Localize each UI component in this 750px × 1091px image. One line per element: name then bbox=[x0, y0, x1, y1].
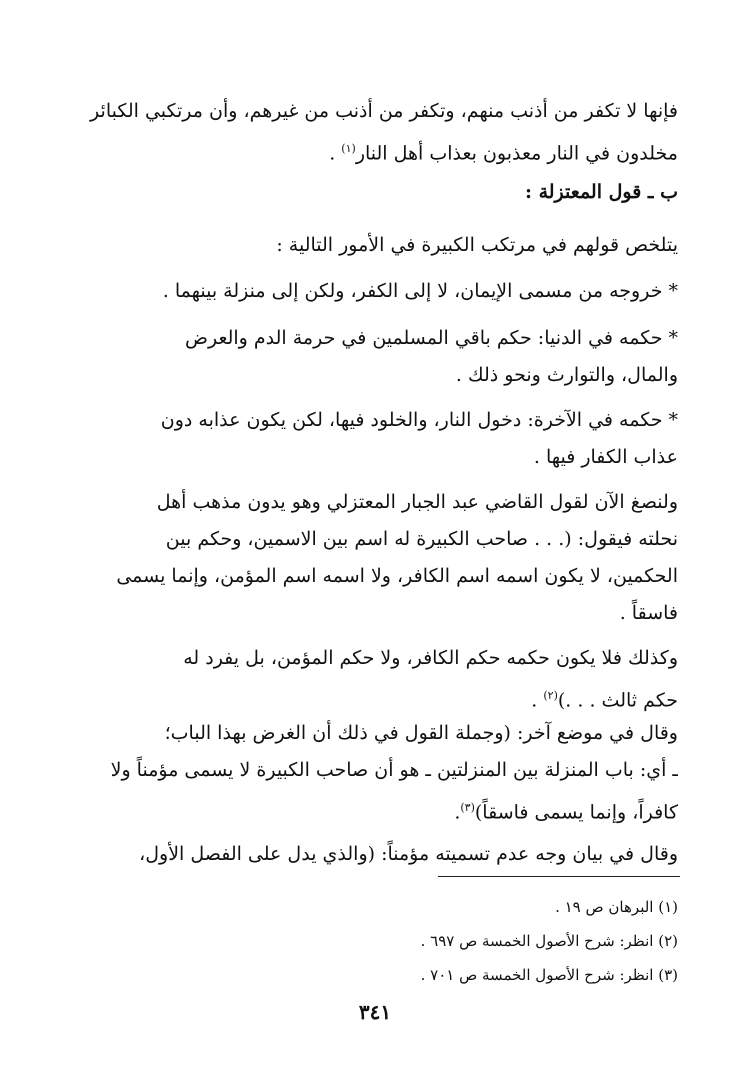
text-span: . bbox=[454, 801, 461, 824]
paragraph-last bbox=[70, 836, 678, 873]
text-span: حكم ثالث . . .) bbox=[557, 689, 678, 712]
paragraph-other-place bbox=[70, 715, 678, 831]
text-line: وقال في موضع آخر: (وجملة القول في ذلك أن الغرض بهذا الباب؛ bbox=[164, 722, 678, 744]
paragraph-quote-cont bbox=[70, 640, 678, 719]
paragraph-opening bbox=[70, 93, 678, 172]
footnote-ref: (١) bbox=[341, 142, 356, 155]
footnote-ref: (٣) bbox=[460, 801, 475, 814]
text-line: يتلخص قولهم في مرتكب الكبيرة في الأمور التالية : bbox=[276, 234, 678, 256]
paragraph-intro bbox=[70, 227, 678, 264]
text-line: * حكمه في الدنيا: حكم باقي المسلمين في حرمة الدم والعرض bbox=[184, 327, 678, 349]
footnote-divider bbox=[438, 876, 680, 877]
paragraph-quote bbox=[70, 484, 678, 632]
list-item bbox=[70, 273, 678, 310]
text-line: عذاب الكفار فيها . bbox=[533, 446, 678, 468]
text-line: نحلته فيقول: (. . . صاحب الكبيرة له اسم بين الاسمين، وحكم بين bbox=[165, 528, 678, 550]
footnotes bbox=[421, 890, 678, 992]
section-heading: ب ـ قول المعتزلة : bbox=[524, 181, 678, 203]
text-line bbox=[70, 789, 678, 831]
text-line bbox=[70, 677, 678, 719]
footnote: (١) البرهان ص ١٩ . bbox=[555, 898, 678, 916]
text-line: * حكمه في الآخرة: دخول النار، والخلود فيها، لكن يكون عذابه دون bbox=[160, 409, 678, 431]
text-span: . bbox=[329, 142, 336, 165]
page-number: ٣٤١ bbox=[358, 1000, 392, 1024]
list-item bbox=[70, 320, 678, 394]
text-line: فإنها لا تكفر من أذنب منهم، وتكفر من أذنب من غيرهم، وأن مرتكبي الكبائر bbox=[90, 100, 678, 122]
text-line: وقال في بيان وجه عدم تسميته مؤمناً: (والذي يدل على الفصل الأول، bbox=[139, 843, 678, 865]
text-line: ولنصغ الآن لقول القاضي عبد الجبار المعتزلي وهو يدون مذهب أهل bbox=[156, 491, 678, 513]
text-line: فاسقاً . bbox=[619, 602, 678, 624]
text-line: ـ أي: باب المنزلة بين المنزلتين ـ هو أن صاحب الكبيرة لا يسمى مؤمناً ولا bbox=[110, 759, 678, 781]
text-span: . bbox=[531, 689, 538, 712]
footnote: (٢) انظر: شرح الأصول الخمسة ص ٦٩٧ . bbox=[420, 932, 678, 950]
footnote-ref: (٢) bbox=[543, 689, 558, 702]
text-span: مخلدون في النار معذبون بعذاب أهل النار bbox=[355, 142, 678, 165]
text-line: وكذلك فلا يكون حكمه حكم الكافر، ولا حكم المؤمن، بل يفرد له bbox=[183, 647, 678, 669]
footnote: (٣) انظر: شرح الأصول الخمسة ص ٧٠١ . bbox=[420, 966, 678, 984]
text-line: الحكمين، لا يكون اسمه اسم الكافر، ولا اسمه اسم المؤمن، وإنما يسمى bbox=[116, 565, 678, 587]
text-line: والمال، والتوارث ونحو ذلك . bbox=[455, 364, 678, 386]
list-item bbox=[70, 402, 678, 476]
text-span: كافراً، وإنما يسمى فاسقاً) bbox=[474, 801, 678, 824]
text-line bbox=[70, 130, 678, 172]
text-line: * خروجه من مسمى الإيمان، لا إلى الكفر، ولكن إلى منزلة بينهما . bbox=[162, 280, 678, 302]
